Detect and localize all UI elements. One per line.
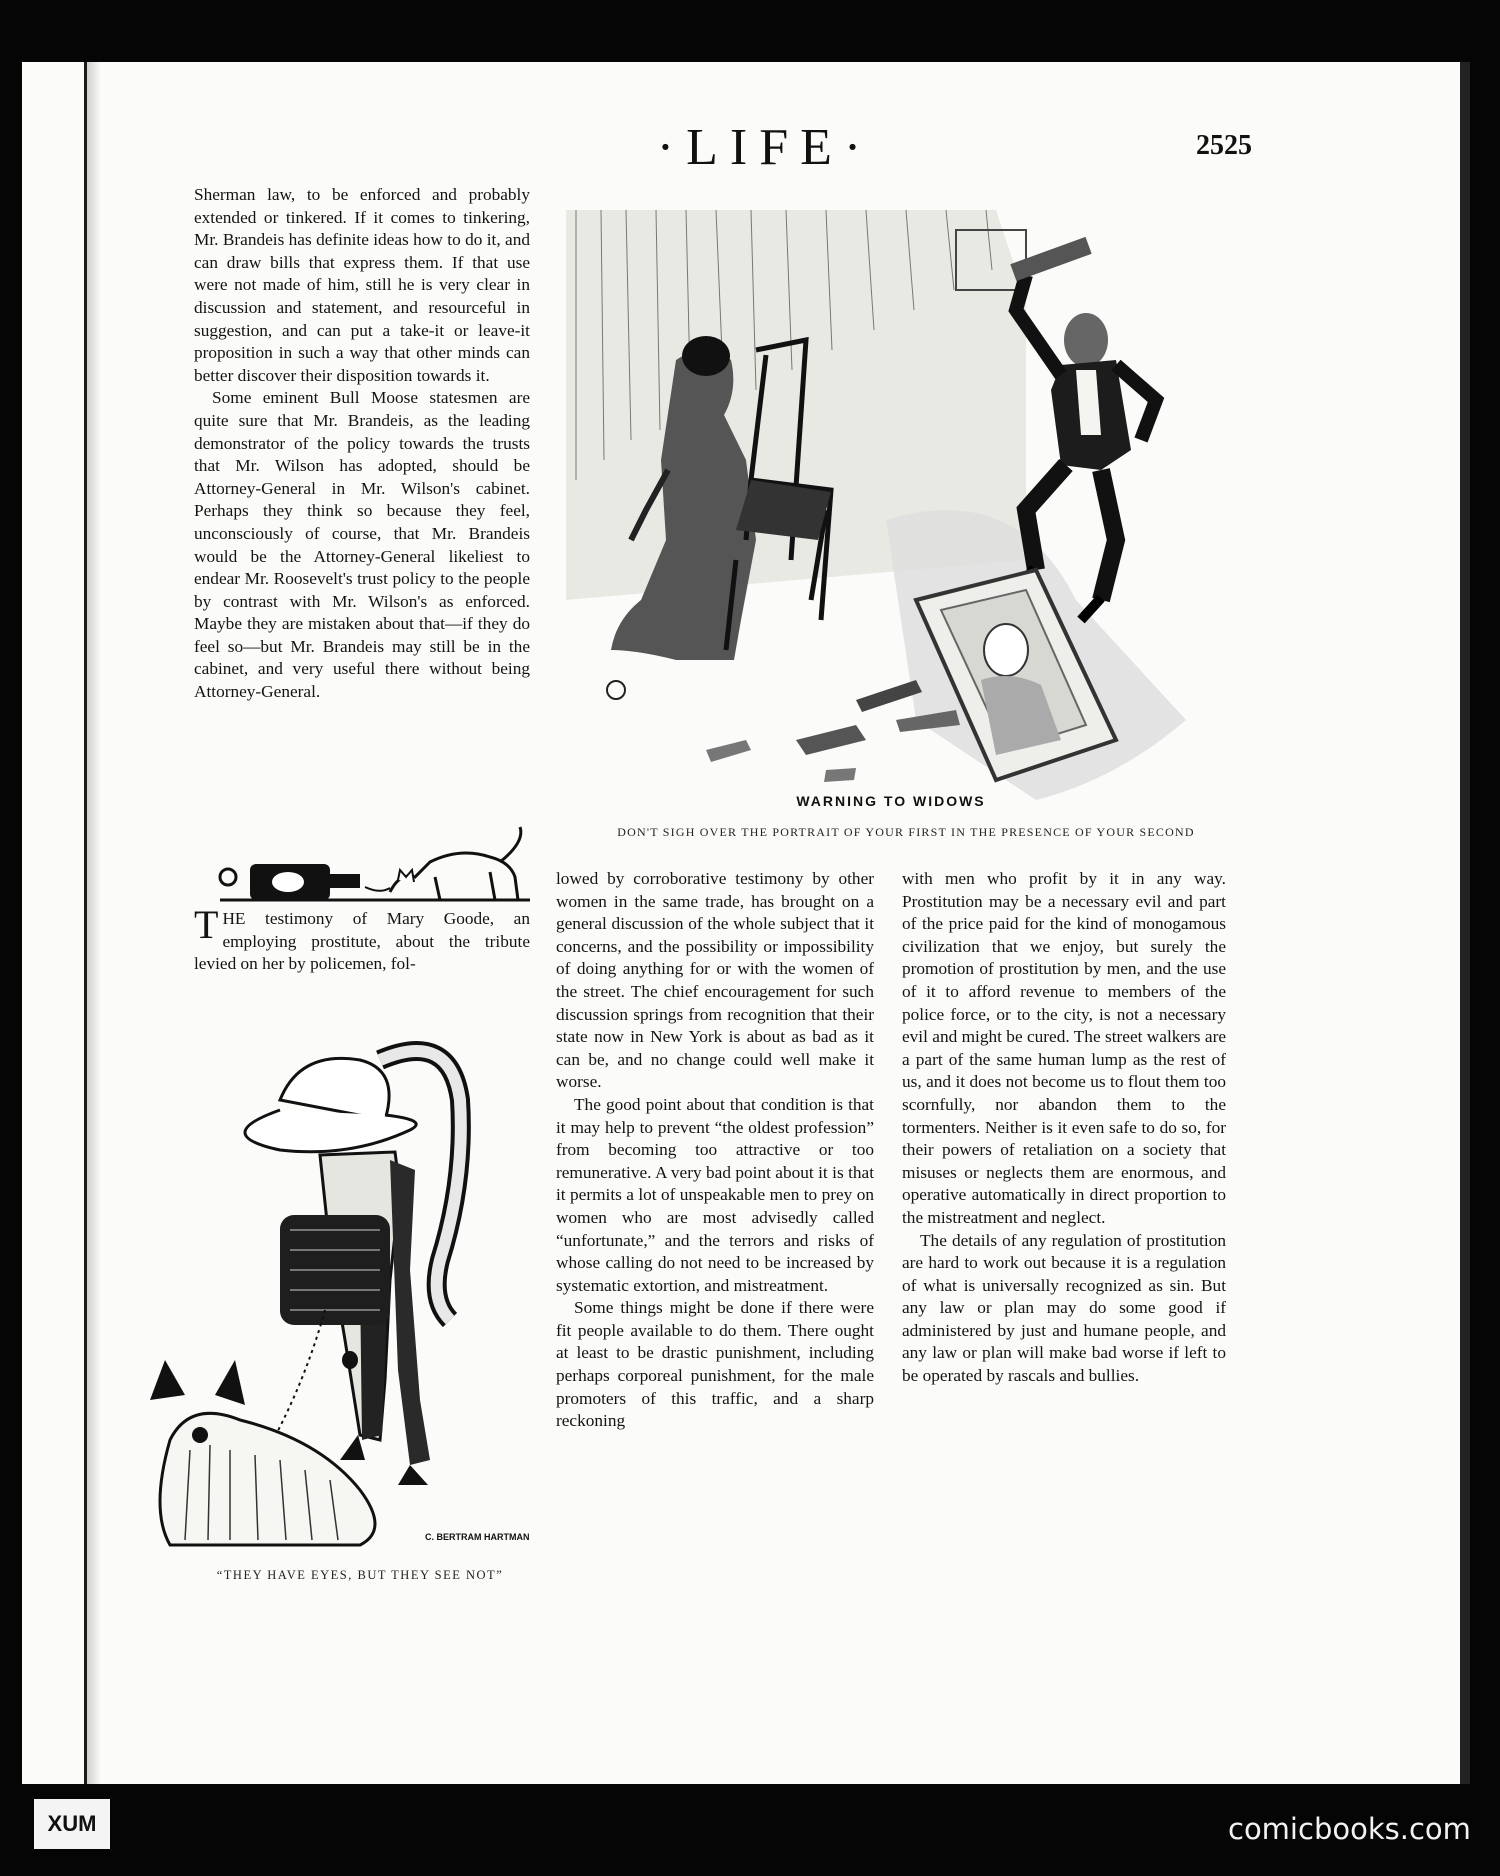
masthead: ·LIFE· [656, 119, 874, 176]
article-lead-text: HE testimony of Mary Goode, an employing prostitute, about the tribute levied on her by policemen, fol- [194, 909, 530, 974]
warning-to-widows-illustration [556, 180, 1226, 830]
column-3-paragraph: with men who profit by it in any way. Prostitution may be a necessary evil and part of the price paid for the kind of monogamous civilization that we enjoy, but surely the promotion of prostitution by men, and the use of it to afford revenue to members of the police force, or to the city, is not a necessary evil and might be cured. The street walkers are a part of the same human lump as the rest of us, and it does not become us to flout them too scornfully, nor abandon them to the tormenters. Neither is it even safe to do so, for their powers of retaliation on a society that misuses or neglects them are enormous, and operative automatically in direct proportion to the mistreatment and neglect. [902, 869, 1226, 1227]
column-2 [556, 868, 874, 1433]
column-2-paragraph: lowed by corroborative testimony by other women in the same trade, has brought on a general discussion of the whole subject that it concerns, and the possibility or impossibility of doing anything for or with the women of the street. The chief encouragement for such discussion springs from recognition that their state now in New York is about as bad as it can be, and no change could well make it worse. [556, 869, 874, 1092]
cartoon-title: WARNING TO WIDOWS [796, 793, 986, 809]
drop-cap: T [194, 902, 219, 947]
artist-signature: C. BERTRAM HARTMAN [425, 1532, 530, 1542]
cartoon-caption: “THEY HAVE EYES, BUT THEY SEE NOT” [216, 1568, 504, 1582]
source-watermark: comicbooks.com [1228, 1812, 1471, 1846]
column-1-paragraph: Sherman law, to be enforced and probably extended or tinkered. If it comes to tinkering, Mr. Brandeis has definite ideas how to do it, and can draw bills that express them. If that use were not made of him, still he is very clear in discussion and statement, and resourceful in suggestion, and can put a take-it or leave-it proposition in such a way that other minds can better discover their disposition towards it. [194, 185, 530, 385]
column-1-paragraph: Some eminent Bull Moose statesmen are quite sure that Mr. Brandeis, as the leading demonstrator of the policy towards the trusts that Mr. Wilson has adopted, should be Attorney-General in Mr. Wilson's cabinet. Perhaps they think so because they feel, unconsciously of course, that Mr. Brandeis would be the Attorney-General likeliest to endear Mr. Roosevelt's trust policy to the people by contrast with Mr. Wilson's as enforced. Maybe they are mistaken about that—if they do feel so—but Mr. Brandeis may still be in the cabinet, and very useful there without being Attorney-General. [194, 388, 530, 702]
page-number: 2525 [1196, 130, 1252, 161]
bottle-and-cat-illustration [200, 822, 530, 907]
gutter-shadow [87, 62, 101, 1784]
archive-stamp: XUM [34, 1799, 110, 1849]
column-3-paragraph: The details of any regulation of prostitution are hard to work out because it is a regulation of what is universally recognized as sin. But any law or plan may do some good if administered by just and humane people, and any law or plan will make bad worse if left to be operated by rascals and bullies. [902, 1230, 1226, 1386]
article-lead [194, 902, 530, 976]
column-2-paragraph: Some things might be done if there were fit people available to do them. There ought at least to be drastic punishment, including perhaps corporeal punishment, for the male promoters of this traffic, and a sharp reckoning [556, 1298, 874, 1431]
page-edge [1460, 62, 1470, 1784]
column-1 [194, 184, 530, 704]
woman-with-dog-illustration [130, 1040, 550, 1570]
column-2-paragraph: The good point about that condition is that it may help to prevent “the oldest profession” from becoming too attractive or too remunerative. A very bad point about it is that it permits a lot of unspeakable men to prey on women who are most advisedly called “unfortunate,” and the terrors and risks of whose calling do not need to be increased by systematic extortion, and mistreatment. [556, 1094, 874, 1295]
cartoon-caption: DON'T SIGH OVER THE PORTRAIT OF YOUR FIRST IN THE PRESENCE OF YOUR SECOND [617, 825, 1195, 839]
column-3 [902, 868, 1226, 1388]
